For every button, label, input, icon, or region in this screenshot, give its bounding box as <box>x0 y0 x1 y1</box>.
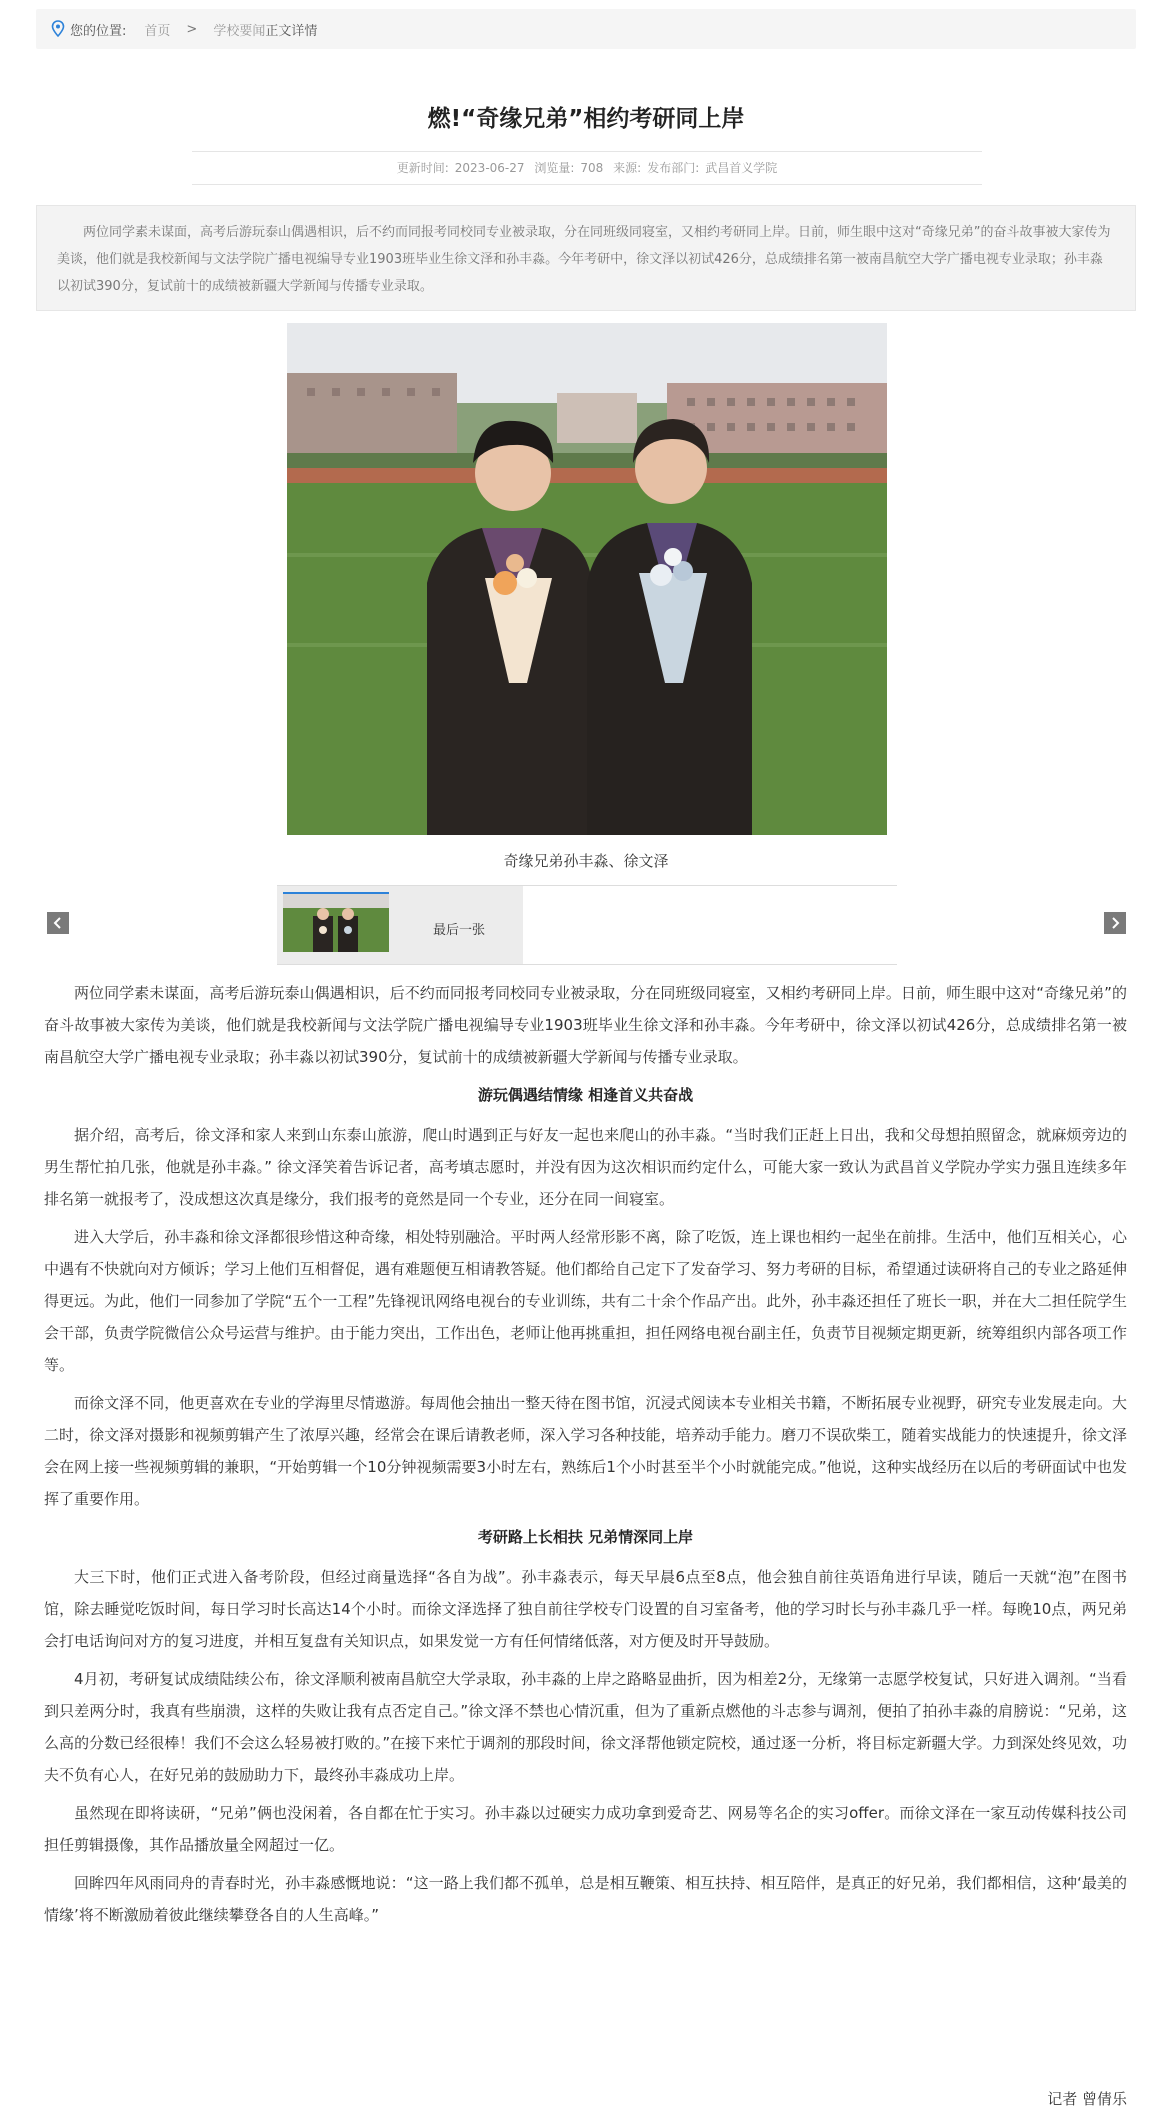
body-paragraph: 虽然现在即将读研，“兄弟”俩也没闲着，各自都在忙于实习。孙丰淼以过硬实力成功拿到爱奇艺、网易等名企的实习offer。而徐文泽在一家互动传媒科技公司担任剪辑摄像，其作品播放量全网超过一亿。 <box>44 1804 1127 1854</box>
gallery-next-button[interactable] <box>1104 912 1126 934</box>
section-heading: 考研路上长相扶 兄弟情深同上岸 <box>477 1528 694 1546</box>
update-time-label: 更新时间: <box>396 161 449 175</box>
section-heading: 游玩偶遇结情缘 相逢首义共奋战 <box>477 1086 694 1104</box>
article-title: 燃!“奇缘兄弟”相约考研同上岸 <box>427 106 745 132</box>
views-value: 708 <box>580 161 604 175</box>
department-value: 武昌首义学院 <box>705 161 778 175</box>
views-label: 浏览量: <box>534 161 575 175</box>
chevron-right-icon <box>1109 917 1121 929</box>
article-summary: 两位同学素未谋面，高考后游玩泰山偶遇相识，后不约而同报考同校同专业被录取，分在同班级同寝室，又相约考研同上岸。日前，师生眼中这对“奇缘兄弟”的奋斗故事被大家传为美谈，他们就是我校新闻与文法学院广播电视编导专业1903班毕业生徐文泽和孙丰淼。今年考研中，徐文泽以初试426分，总成绩排名第一被南昌航空大学广播电视专业录取；孙丰淼以初试390分，复试前十的成绩被新疆大学新闻与传播专业录取。 <box>36 205 1136 311</box>
breadcrumb-section-link[interactable]: 学校要闻 <box>213 23 266 39</box>
gallery-last-label: 最后一张 <box>433 923 486 938</box>
breadcrumb-home-link[interactable]: 首页 <box>144 23 171 39</box>
body-paragraph: 进入大学后，孙丰淼和徐文泽都很珍惜这种奇缘，相处特别融洽。平时两人经常形影不离，除了吃饭，连上课也相约一起坐在前排。生活中，他们互相关心，心中遇有不快就向对方倾诉；学习上他们互相督促，遇有难题便互相请教答疑。他们都给自己定下了发奋学习、努力考研的目标，希望通过读研将自己的专业之路延伸得更远。为此，他们一同参加了学院“五个一工程”先锋视讯网络电视台的专业训练，共有二十余个作品产出。此外，孙丰淼还担任了班长一职，并在大二担任院学生会干部，负责学院微信公众号运营与维护。由于能力突出，工作出色，老师让他再挑重担，担任网络电视台副主任，负责节目视频定期更新，统筹组织内部各项工作等。 <box>44 1228 1127 1374</box>
breadcrumb-separator: > <box>186 21 198 37</box>
gallery-thumbnail[interactable] <box>283 892 389 954</box>
chevron-left-icon <box>52 917 64 929</box>
article-photo <box>287 323 887 835</box>
breadcrumb-label: 您的位置: <box>70 23 127 39</box>
article-body <box>44 977 1127 1937</box>
source-label: 来源: <box>613 161 642 175</box>
body-paragraph: 而徐文泽不同，他更喜欢在专业的学海里尽情遨游。每周他会抽出一整天待在图书馆，沉浸式阅读本专业相关书籍，不断拓展专业视野，研究专业发展走向。大二时，徐文泽对摄影和视频剪辑产生了浓厚兴趣，经常会在课后请教老师，深入学习各种技能，培养动手能力。磨刀不误砍柴工，随着实战能力的快速提升，徐文泽会在网上接一些视频剪辑的兼职，“开始剪辑一个10分钟视频需要3小时左右，熟练后1个小时甚至半个小时就能完成。”他说，这种实战经历在以后的考研面试中也发挥了重要作用。 <box>44 1394 1127 1508</box>
gallery-strip <box>277 885 897 965</box>
body-paragraph: 据介绍，高考后，徐文泽和家人来到山东泰山旅游，爬山时遇到正与好友一起也来爬山的孙丰淼。“当时我们正赶上日出，我和父母想拍照留念，就麻烦旁边的男生帮忙拍几张，他就是孙丰淼。” 徐文泽笑着告诉记者，高考填志愿时，并没有因为这次相识而约定什么，可能大家一致认为武昌首义学院办学实力强且连续多年排名第一就报考了，没成想这次真是缘分，我们报考的竟然是同一个专业，还分在同一间寝室。 <box>44 1126 1127 1208</box>
body-paragraph: 回眸四年风雨同舟的青春时光，孙丰淼感慨地说：“这一路上我们都不孤单，总是相互鞭策、相互扶持、相互陪伴，是真正的好兄弟，我们都相信，这种‘最美的情缘’将不断激励着彼此继续攀登各自的人生高峰。” <box>44 1874 1127 1924</box>
photo-caption: 奇缘兄弟孙丰淼、徐文泽 <box>503 852 669 870</box>
thumbnail-image <box>283 894 389 952</box>
body-paragraph: 大三下时，他们正式进入备考阶段，但经过商量选择“各自为战”。孙丰淼表示，每天早晨6点至8点，他会独自前往英语角进行早读，随后一天就“泡”在图书馆，除去睡觉吃饭时间，每日学习时长高达14个小时。而徐文泽选择了独自前往学校专门设置的自习室备考，他的学习时长与孙丰淼几乎一样。每晚10点，两兄弟会打电话询问对方的复习进度，并相互复盘有关知识点，如果发觉一方有任何情绪低落，对方便及时开导鼓励。 <box>44 1568 1127 1650</box>
gallery-thumb-container <box>277 886 523 964</box>
update-time-value: 2023-06-27 <box>454 161 525 175</box>
body-paragraph: 两位同学素未谋面，高考后游玩泰山偶遇相识，后不约而同报考同校同专业被录取，分在同班级同寝室，又相约考研同上岸。日前，师生眼中这对“奇缘兄弟”的奋斗故事被大家传为美谈，他们就是我校新闻与文法学院广播电视编导专业1903班毕业生徐文泽和孙丰淼。今年考研中，徐文泽以初试426分，总成绩排名第一被南昌航空大学广播电视专业录取；孙丰淼以初试390分，复试前十的成绩被新疆大学新闻与传播专业录取。 <box>44 984 1127 1066</box>
breadcrumb-current: 正文详情 <box>265 23 318 39</box>
body-paragraph: 4月初，考研复试成绩陆续公布，徐文泽顺利被南昌航空大学录取，孙丰淼的上岸之路略显曲折，因为相差2分，无缘第一志愿学校复试，只好进入调剂。“当看到只差两分时，我真有些崩溃，这样的失败让我有点否定自己。”徐文泽不禁也心情沉重，但为了重新点燃他的斗志参与调剂，便拍了拍孙丰淼的肩膀说：“兄弟，这么高的分数已经很棒！我们不会这么轻易被打败的。”在接下来忙于调剂的那段时间，徐文泽帮他锁定院校，通过逐一分析，将目标定新疆大学。力到深处终见效，功夫不负有心人，在好兄弟的鼓励助力下，最终孙丰淼成功上岸。 <box>44 1670 1127 1784</box>
location-pin-icon <box>50 20 66 38</box>
article-author: 记者 曾倩乐 <box>1047 2090 1127 2108</box>
breadcrumb <box>36 9 1136 49</box>
source-value: 发布部门: <box>647 161 700 175</box>
article-meta <box>192 151 982 185</box>
graduates-photo-illustration <box>287 323 887 835</box>
gallery-prev-button[interactable] <box>47 912 69 934</box>
